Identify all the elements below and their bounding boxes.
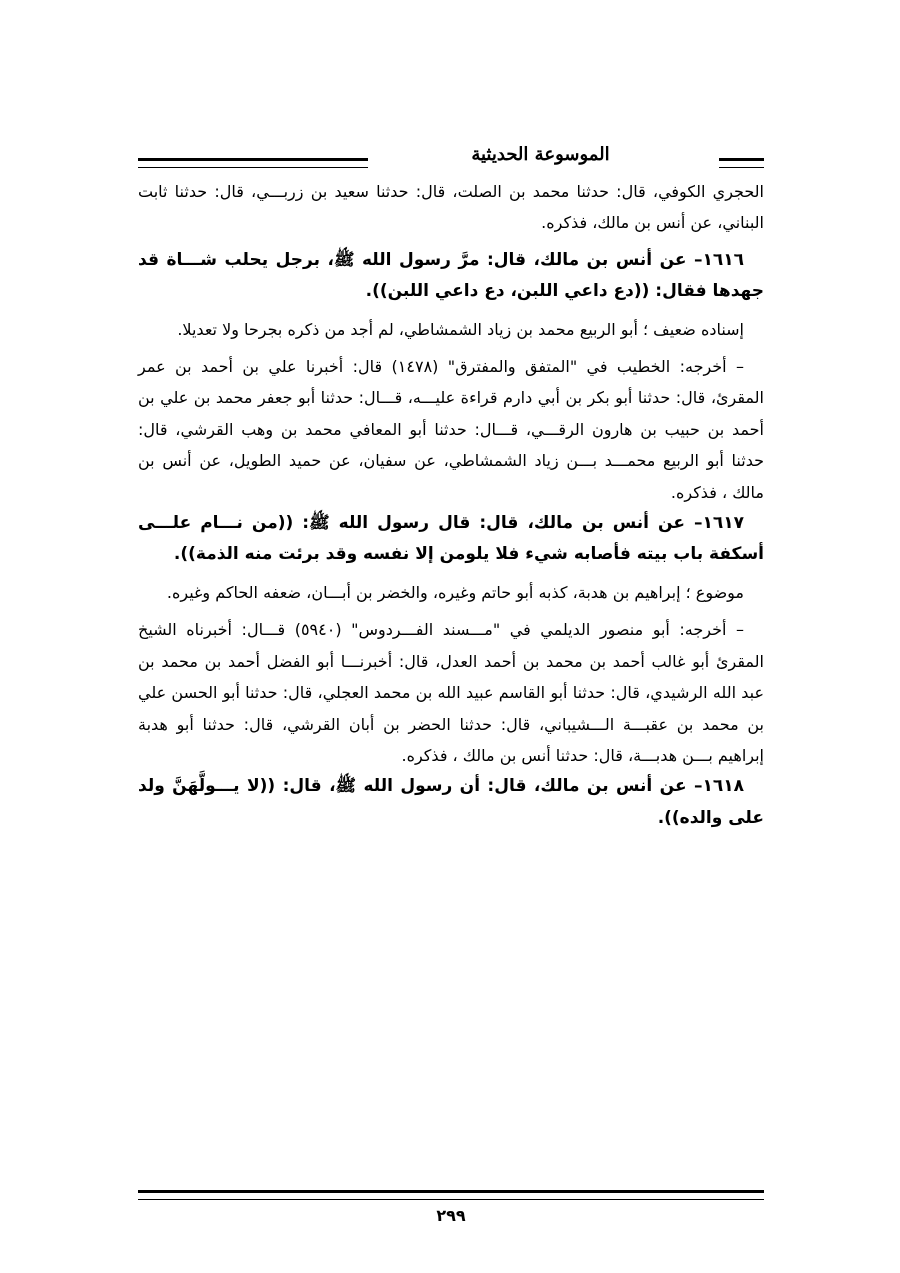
header-rule-right <box>719 158 764 168</box>
text-body <box>138 176 764 834</box>
hadith-1617: ١٦١٧– عن أنس بن مالك، قال: قال رسول الله ﷺ: ((من نـــام علـــى أسكفة باب بيته فأصابه شيء فلا يلومن إلا نفسه وقد برئت منه الذمة)). <box>138 513 764 565</box>
page-content <box>138 144 764 834</box>
running-header <box>138 144 764 174</box>
header-rule-left <box>138 158 368 168</box>
takhrij-1617: – أخرجه: أبو منصور الديلمي في "مـــسند الفـــردوس" (٥٩٤٠) قـــال: أخبرناه الشيخ المقرئ أبو غالب أحمد بن محمد بن أحمد العدل، قال: أخبرنـــا أبو الفضل أحمد بن محمد بن عبد الله الرشيدي، قال: حدثنا أبو القاسم عبيد الله بن محمد العجلي، قال: حدثنا أبو الحسن علي بن محمد بن عقبـــة الـــشيباني، قال: حدثنا الحضر بن أبان القرشي، قال: حدثنا أبو هدبة إبراهيم بـــن هدبـــة، قال: حدثنا أنس بن مالك ، فذكره. <box>138 620 764 765</box>
header-title: الموسوعة الحديثية <box>471 144 610 165</box>
grading-1616: إسناده ضعيف ؛ أبو الربيع محمد بن زياد الشمشاطي، لم أجد من ذكره بجرحا ولا تعديلا. <box>177 319 744 339</box>
footer-rule <box>138 1190 764 1200</box>
hadith-1616: ١٦١٦– عن أنس بن مالك، قال: مرَّ رسول الله ﷺ، برجل يحلب شـــاة قد جهدها فقال: ((دع داعي اللبن، دع داعي اللبن)). <box>138 249 764 302</box>
hadith-1618: ١٦١٨– عن أنس بن مالك، قال: أن رسول الله ﷺ، قال: ((لا يـــولَّهَنَّ ولد على والده)). <box>138 776 764 828</box>
page-number: ٢٩٩ <box>436 1206 466 1225</box>
paragraph-continuation: الحجري الكوفي، قال: حدثنا محمد بن الصلت، قال: حدثنا سعيد بن زربـــي، قال: حدثنا ثابت البناني، عن أنس بن مالك، فذكره. <box>138 182 764 233</box>
grading-1617: موضوع ؛ إبراهيم بن هدبة، كذبه أبو حاتم وغيره، والخضر بن أبـــان، ضعفه الحاكم وغيره. <box>166 582 744 602</box>
takhrij-1616: – أخرجه: الخطيب في "المتفق والمفترق" (١٤٧٨) قال: أخبرنا علي بن أحمد بن عمر المقرئ، قال: حدثنا أبو بكر بن أبي دارم قراءة عليـــه، قـــال: حدثنا أبو جعفر محمد بن علي بن أحمد بن حبيب بن هارون الرقـــي، قـــال: حدثنا أبو المعافي محمد بن وهب القرشي، قال: حدثنا أبو الربيع محمـــد بـــن زياد الشمشاطي، عن سفيان، عن حميد الطويل، عن أنس بن مالك ، فذكره. <box>138 357 764 502</box>
